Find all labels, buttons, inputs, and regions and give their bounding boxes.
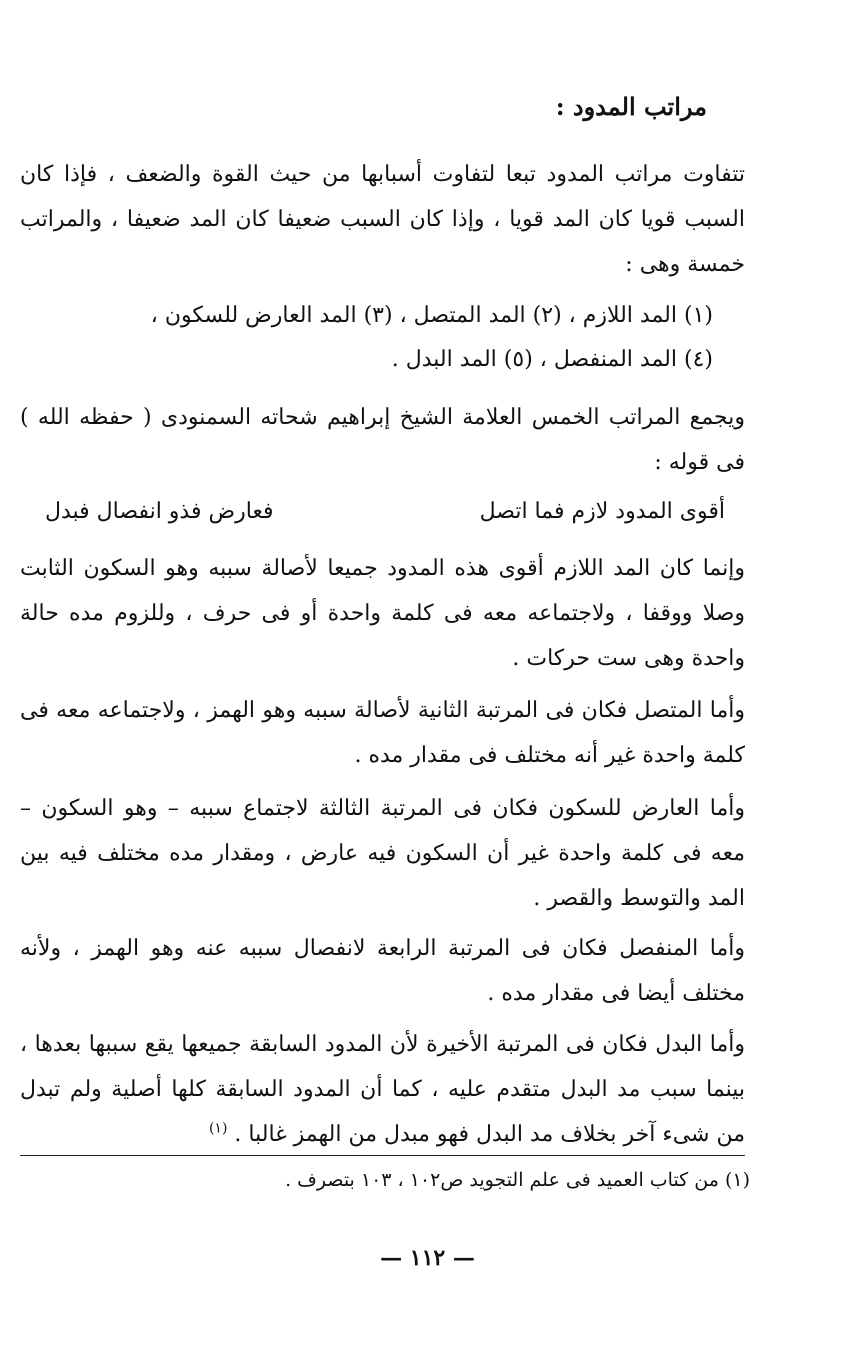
paragraph-lazim: وإنما كان المد اللازم أقوى هذه المدود جميعا لأصالة سببه وهو السكون الثابت وصلا ووقفا ، ولاجتماعه معه فى كلمة واحدة أو فى حرف ، وللزوم مده حالة واحدة وهى ست حركات . bbox=[20, 556, 745, 671]
footnote-divider bbox=[20, 1155, 745, 1156]
footnote: (١) من كتاب العميد فى علم التجويد ص١٠٢ ، ١٠٣ بتصرف . bbox=[285, 1169, 750, 1191]
paragraph-muttasil: وأما المتصل فكان فى المرتبة الثانية لأصالة سببه وهو الهمز ، ولاجتماعه معه فى كلمة واحدة غير أنه مختلف فى مقدار مده . bbox=[20, 698, 745, 768]
levels-list-line-1: (١) المد اللازم ، (٢) المد المتصل ، (٣) المد العارض للسكون ، bbox=[150, 303, 713, 328]
page-number: — ١١٢ — bbox=[380, 1245, 475, 1271]
levels-list-line-2: (٤) المد المنفصل ، (٥) المد البدل . bbox=[391, 347, 713, 372]
poem-verse bbox=[45, 490, 725, 534]
paragraph-poem-intro: ويجمع المراتب الخمس العلامة الشيخ إبراهيم شحاته السمنودى ( حفظه الله ) فى قوله : bbox=[20, 405, 745, 475]
section-heading: مراتب المدود : bbox=[555, 92, 707, 121]
footnote-reference[interactable]: (١) bbox=[208, 1120, 228, 1137]
paragraph-intro: تتفاوت مراتب المدود تبعا لتفاوت أسبابها من حيث القوة والضعف ، فإذا كان السبب قويا كان المد قويا ، وإذا كان السبب ضعيفا كان المد ضعيفا ، والمراتب خمسة وهى : bbox=[20, 162, 746, 277]
verse-hemistich-2: فعارض فذو انفصال فبدل bbox=[45, 499, 274, 524]
paragraph-munfasil: وأما المنفصل فكان فى المرتبة الرابعة لانفصال سببه عنه وهو الهمز ، ولأنه مختلف أيضا فى مقدار مده . bbox=[20, 936, 745, 1006]
paragraph-arid: وأما العارض للسكون فكان فى المرتبة الثالثة لاجتماع سببه – وهو السكون – معه فى كلمة واحدة غير أن السكون فيه عارض ، ومقدار مده مختلف فيه بين المد والتوسط والقصر . bbox=[20, 796, 745, 911]
verse-hemistich-1: أقوى المدود لازم فما اتصل bbox=[479, 499, 725, 524]
paragraph-badal bbox=[20, 1022, 745, 1157]
levels-list bbox=[113, 294, 713, 382]
paragraph-badal-text: وأما البدل فكان فى المرتبة الأخيرة لأن المدود السابقة جميعها يقع سببها بعدها ، بينما سبب مد البدل متقدم عليه ، كما أن المدود السابقة كلها أصلية ولم تبدل من شىء آخر بخلاف مد البدل فهو مبدل من الهمز غالبا . bbox=[20, 1032, 745, 1147]
